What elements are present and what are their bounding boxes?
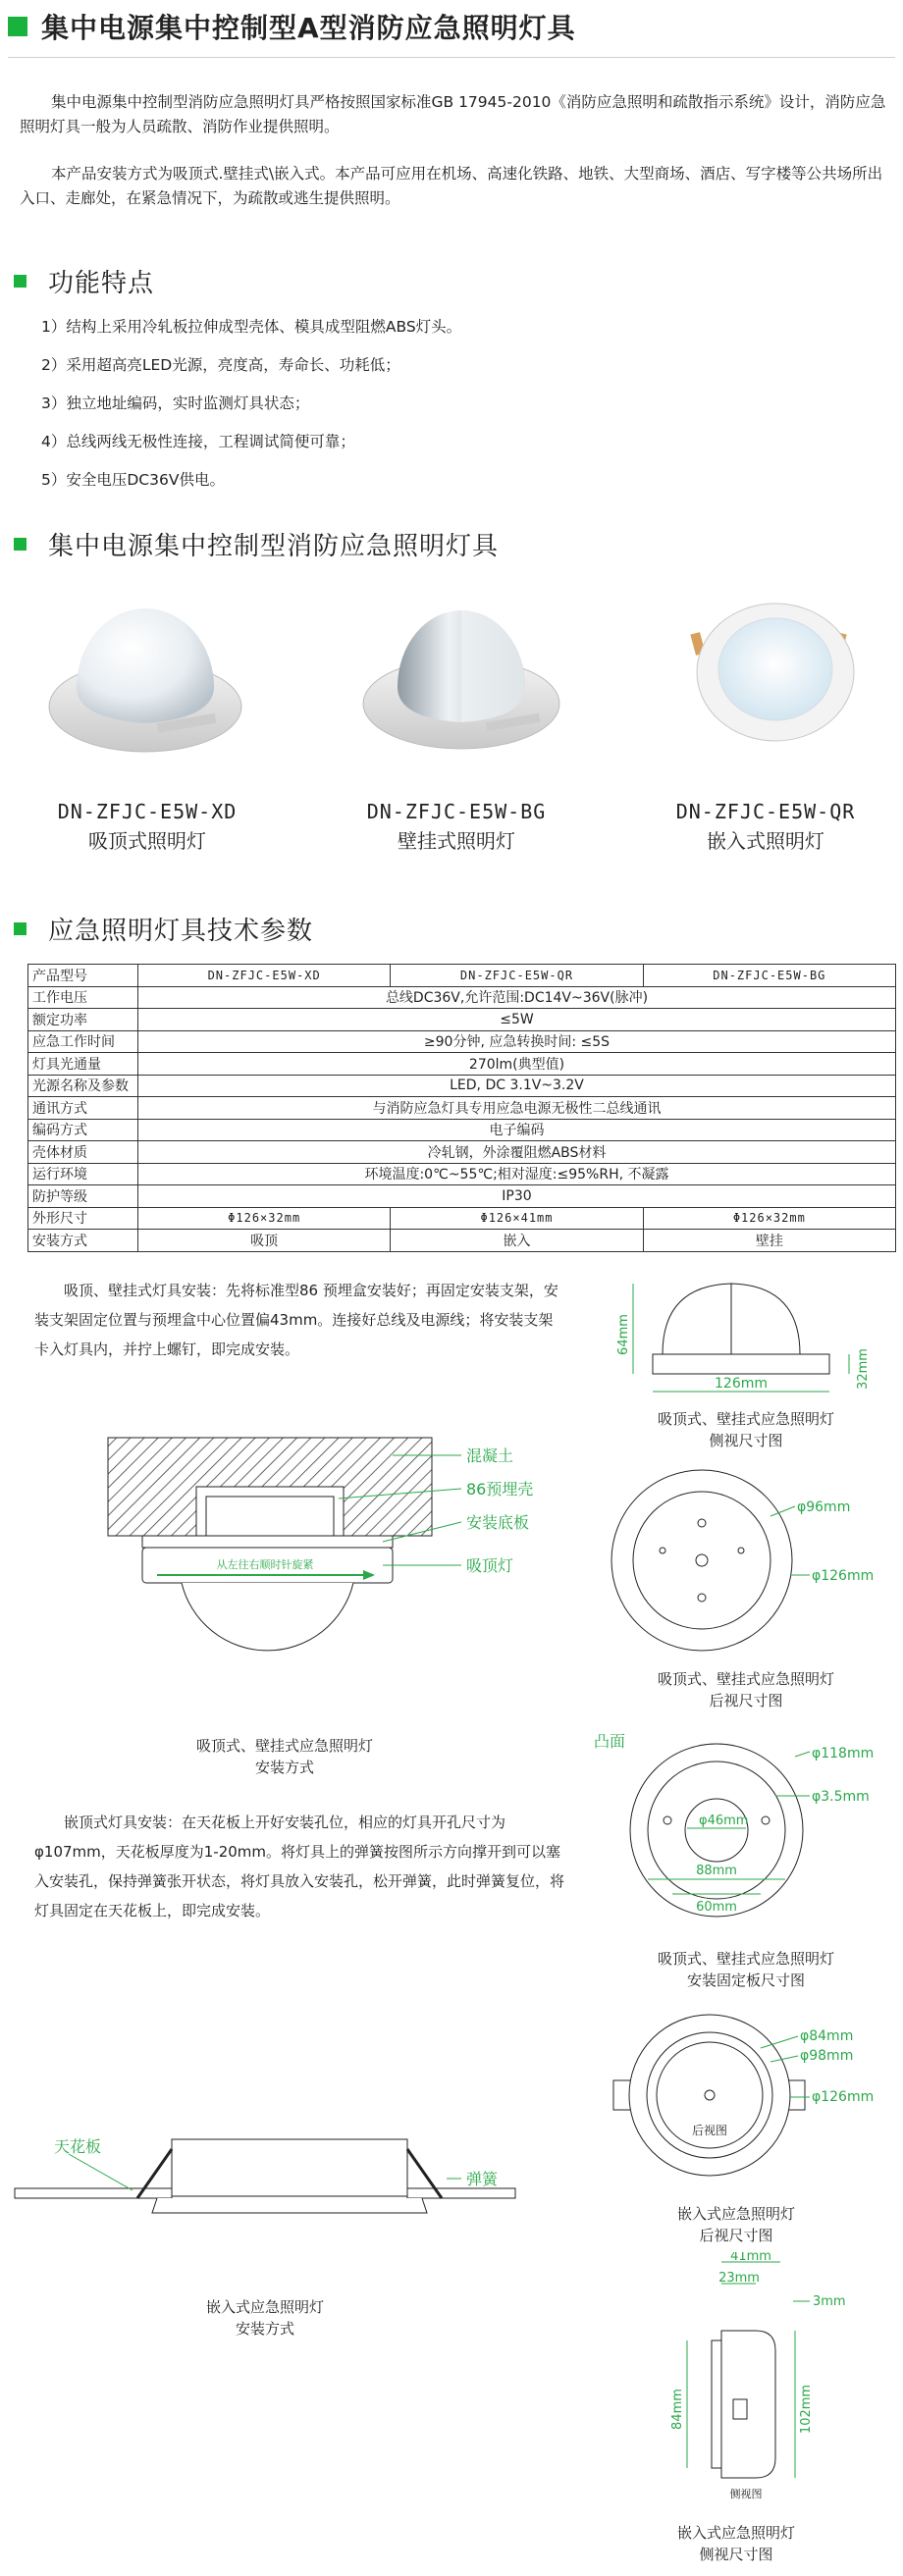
table-cell: 应急工作时间 [28, 1030, 138, 1053]
dim-rec-side-caption [589, 2522, 883, 2565]
label-concrete: 混凝土 [466, 1446, 514, 1465]
table-cell: 壁挂 [643, 1230, 895, 1252]
table-row [28, 1207, 896, 1230]
caption-line: 吸顶式、壁挂式应急照明灯 [657, 1410, 834, 1428]
product-name: 壁挂式照明灯 [398, 829, 515, 853]
table-cell: Φ126×41mm [391, 1207, 643, 1230]
dim-118: φ118mm [812, 1746, 875, 1761]
install-recessed-diagram [10, 2120, 520, 2257]
table-cell: 总线DC36V,允许范围:DC14V~36V(脉冲) [138, 986, 896, 1009]
divider [8, 57, 895, 58]
feature-item: 4）总线两线无极性连接，工程调试简便可靠； [41, 433, 355, 450]
caption-line: 后视尺寸图 [699, 2227, 773, 2244]
table-cell: 产品型号 [28, 965, 138, 987]
caption-line: 嵌入式应急照明灯 [676, 2205, 795, 2223]
table-cell: 电子编码 [138, 1119, 896, 1141]
caption-line: 嵌入式应急照明灯 [676, 2524, 795, 2542]
product-image-bg [353, 571, 569, 767]
label-box: 86预埋壳 [466, 1480, 534, 1498]
dim-23: 23mm [718, 2271, 760, 2286]
dim-126: φ126mm [812, 2089, 875, 2105]
table-cell: 安装方式 [28, 1230, 138, 1252]
dim-side-caption [599, 1408, 893, 1451]
table-cell: 壳体材质 [28, 1141, 138, 1164]
table-cell: 嵌入 [391, 1230, 643, 1252]
table-cell: ≥90分钟, 应急转换时间: ≤5S [138, 1030, 896, 1053]
table-cell: Φ126×32mm [643, 1207, 895, 1230]
feature-item: 1）结构上采用冷轧板拉伸成型壳体、模具成型阻燃ABS灯头。 [41, 318, 462, 336]
table-row [28, 1163, 896, 1185]
caption-line: 安装方式 [254, 1759, 314, 1776]
table-row [28, 965, 896, 987]
section-bullet-icon [14, 922, 27, 935]
table-cell: ≤5W [138, 1009, 896, 1031]
dim-back-diagram [609, 1462, 903, 1658]
table-row [28, 1097, 896, 1120]
table-row [28, 1053, 896, 1076]
table-cell: 与消防应急灯具专用应急电源无极性二总线通讯 [138, 1097, 896, 1120]
table-cell: 运行环境 [28, 1163, 138, 1185]
label-spring: 弹簧 [466, 2170, 499, 2188]
install-surface-text: 吸顶、壁挂式灯具安装：先将标准型86 预埋盒安装好；再固定安装支架，安装支架固定位置与预埋盒中心位置偏43mm。连接好总线及电源线；将安装支架卡入灯具内，并拧上螺钉，即完成安装。 [34, 1282, 558, 1358]
product-image-xd [47, 571, 243, 767]
table-cell: 编码方式 [28, 1119, 138, 1141]
product-caption-qr [648, 797, 883, 856]
caption-line: 安装方式 [235, 2320, 294, 2338]
spec-table [27, 964, 896, 1252]
table-cell: DN-ZFJC-E5W-XD [138, 965, 391, 987]
dim-60: 60mm [696, 1900, 737, 1915]
dim-rec-back-caption [589, 2203, 883, 2246]
dim-46: φ46mm [699, 1814, 749, 1828]
table-cell: LED, DC 3.1V~3.2V [138, 1075, 896, 1097]
table-cell: DN-ZFJC-E5W-QR [391, 965, 643, 987]
dim-back-caption [599, 1668, 893, 1711]
table-row [28, 1119, 896, 1141]
dim-84: φ84mm [800, 2028, 854, 2044]
table-row [28, 1030, 896, 1053]
caption-line: 侧视尺寸图 [709, 1432, 783, 1449]
products-heading: 集中电源集中控制型消防应急照明灯具 [0, 524, 499, 563]
dim-98: φ98mm [800, 2048, 854, 2064]
install-recessed-caption [137, 2296, 393, 2339]
table-cell: 通讯方式 [28, 1097, 138, 1120]
page-header [0, 0, 903, 53]
table-cell: 工作电压 [28, 986, 138, 1009]
table-row [28, 986, 896, 1009]
table-cell: 防护等级 [28, 1185, 138, 1208]
dim-102: 102mm [799, 2384, 814, 2435]
product-name: 嵌入式照明灯 [707, 829, 824, 853]
install-surface-caption [147, 1735, 422, 1778]
caption-line: 安装固定板尺寸图 [686, 1971, 805, 1989]
product-model: DN-ZFJC-E5W-QR [675, 800, 856, 823]
dim-plate-diagram [589, 1722, 893, 1948]
feature-item: 3）独立地址编码，实时监测灯具状态； [41, 394, 310, 412]
label-ceiling: 天花板 [54, 2137, 102, 2156]
arrow-label: 从左往右顺时针旋紧 [216, 1558, 314, 1571]
feature-item: 5）安全电压DC36V供电。 [41, 471, 225, 489]
table-row [28, 1075, 896, 1097]
product-name: 吸顶式照明灯 [88, 829, 206, 853]
table-row [28, 1230, 896, 1252]
dim-84: 84mm [670, 2389, 685, 2430]
caption-line: 吸顶式、壁挂式应急照明灯 [657, 1950, 834, 1968]
table-cell: 额定功率 [28, 1009, 138, 1031]
caption-line: 吸顶式、壁挂式应急照明灯 [657, 1670, 834, 1688]
section-bullet-icon [14, 538, 27, 551]
dim-rec-back-diagram [604, 1997, 898, 2203]
inner-label: 侧视图 [729, 2488, 763, 2500]
caption-line: 后视尺寸图 [709, 1692, 783, 1709]
dim-3: 3mm [813, 2294, 846, 2309]
label-lamp: 吸顶灯 [466, 1556, 514, 1575]
caption-line: 嵌入式应急照明灯 [205, 2298, 324, 2316]
table-cell: Φ126×32mm [138, 1207, 391, 1230]
intro-paragraph-2: 本产品安装方式为吸顶式.壁挂式\嵌入式。本产品可应用在机场、高速化铁路、地铁、大型商场、酒店、写字楼等公共场所出入口、走廊处，在紧急情况下，为疏散或逃生提供照明。 [20, 165, 883, 207]
product-model: DN-ZFJC-E5W-XD [57, 800, 238, 823]
table-cell: 冷轧钢，外涂覆阻燃ABS材料 [138, 1141, 896, 1164]
dim-convex: 凸面 [594, 1732, 626, 1751]
feature-item: 2）采用超高亮LED光源，亮度高，寿命长、功耗低； [41, 356, 400, 374]
label-plate: 安装底板 [466, 1513, 530, 1532]
install-surface-diagram [98, 1428, 599, 1703]
intro-paragraph-1: 集中电源集中控制型消防应急照明灯具严格按照国家标准GB 17945-2010《消防应急照明和疏散指示系统》设计，消防应急照明灯具一般为人员疏散、消防作业提供照明。 [20, 93, 886, 135]
table-cell: 灯具光通量 [28, 1053, 138, 1076]
dim-96: φ96mm [797, 1499, 851, 1515]
dim-side-diagram [594, 1276, 888, 1403]
caption-line: 侧视尺寸图 [699, 2546, 773, 2563]
page-title: 集中电源集中控制型A型消防应急照明灯具 [41, 12, 576, 44]
table-cell: DN-ZFJC-E5W-BG [643, 965, 895, 987]
product-model: DN-ZFJC-E5W-BG [366, 800, 547, 823]
dim-64: 64mm [616, 1314, 631, 1355]
table-row [28, 1185, 896, 1208]
table-cell: 光源名称及参数 [28, 1075, 138, 1097]
table-cell: IP30 [138, 1185, 896, 1208]
dim-126: φ126mm [812, 1568, 875, 1584]
caption-line: 吸顶式、壁挂式应急照明灯 [195, 1737, 373, 1755]
title-bullet-icon [8, 17, 27, 36]
dim-rec-side-diagram [648, 2252, 874, 2517]
dim-32: 32mm [856, 1348, 871, 1390]
features-heading: 功能特点 [0, 261, 154, 300]
dim-126: 126mm [715, 1376, 768, 1392]
section-bullet-icon [14, 275, 27, 288]
table-cell: 吸顶 [138, 1230, 391, 1252]
inner-label: 后视图 [691, 2124, 728, 2137]
product-caption-xd [29, 797, 265, 856]
spec-heading: 应急照明灯具技术参数 [0, 909, 313, 948]
dim-41: 41mm [730, 2252, 771, 2264]
table-row [28, 1141, 896, 1164]
dim-88: 88mm [696, 1864, 737, 1878]
table-row [28, 1009, 896, 1031]
product-image-qr [687, 579, 864, 756]
table-cell: 环境温度:0℃~55℃;相对湿度:≤95%RH, 不凝露 [138, 1163, 896, 1185]
dim-3-5: φ3.5mm [812, 1789, 870, 1805]
install-recessed-text: 嵌顶式灯具安装：在天花板上开好安装孔位，相应的灯具开孔尺寸为φ107mm，天花板厚度为1-20mm。将灯具上的弹簧按图所示方向撑开到可以塞入安装孔，保持弹簧张开状态，将灯具放入安装孔，松开弹簧，此时弹簧复位，将灯具固定在天花板上，即完成安装。 [34, 1814, 565, 1919]
table-cell: 外形尺寸 [28, 1207, 138, 1230]
table-cell: 270lm(典型值) [138, 1053, 896, 1076]
product-caption-bg [339, 797, 574, 856]
dim-plate-caption [599, 1948, 893, 1991]
